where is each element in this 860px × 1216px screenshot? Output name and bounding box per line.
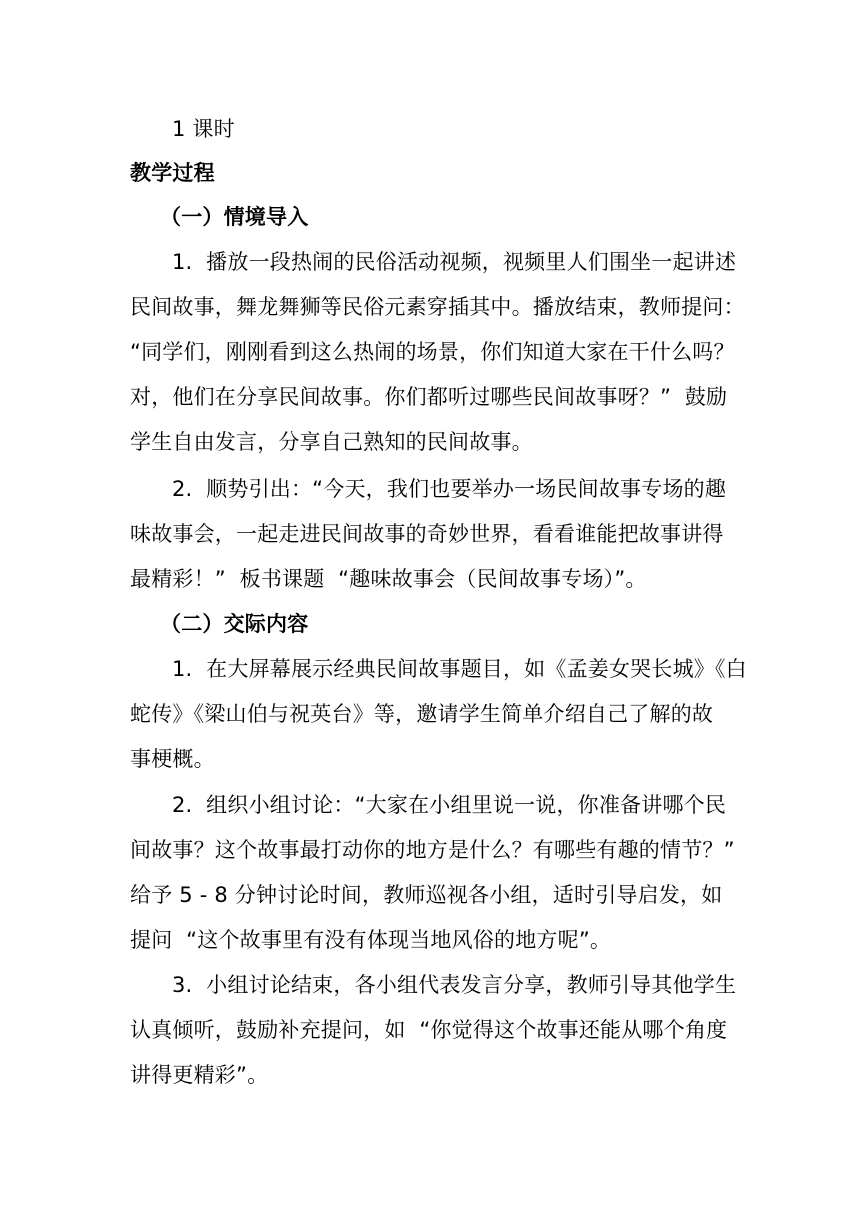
paragraph-line: “同学们，刚刚看到这么热闹的场景，你们知道大家在干什么吗？ [130,340,735,364]
paragraph-line: 1. 在大屏幕展示经典民间故事题目，如《孟姜女哭长城》《白 [172,657,747,681]
section-heading-teaching-process: 教学过程 [130,161,215,185]
paragraph-line: 给予 5 - 8 分钟讨论时间，教师巡视各小组，适时引导启发，如 [130,883,723,907]
paragraph-line: 提问 “这个故事里有没有体现当地风俗的地方呢”。 [130,928,612,952]
paragraph-line: 味故事会，一起走进民间故事的奇妙世界，看看谁能把故事讲得 [130,522,724,546]
class-hours-text: 1 课时 [172,117,235,141]
paragraph-line: 间故事？这个故事最打动你的地方是什么？有哪些有趣的情节？” [130,838,735,862]
paragraph-line: 2. 顺势引出：“今天，我们也要举办一场民间故事专场的趣 [172,477,727,501]
paragraph-line: 认真倾听，鼓励补充提问，如 “你觉得这个故事还能从哪个角度 [130,1018,728,1042]
paragraph-line: 3. 小组讨论结束，各小组代表发言分享，教师引导其他学生 [172,973,737,997]
paragraph-line: 2. 组织小组讨论：“大家在小组里说一说，你准备讲哪个民 [172,793,727,817]
paragraph-line: 讲得更精彩”。 [130,1063,269,1087]
subheading-communication-content: （二）交际内容 [160,612,309,636]
paragraph-line: 1. 播放一段热闹的民俗活动视频，视频里人们围坐一起讲述 [172,250,737,274]
subheading-situation-intro: （一）情境导入 [160,205,309,229]
paragraph-line: 事梗概。 [130,747,215,771]
paragraph-line: 蛇传》《梁山伯与祝英台》等，邀请学生简单介绍自己了解的故 [130,702,714,726]
paragraph-line: 民间故事，舞龙舞狮等民俗元素穿插其中。播放结束，教师提问： [130,295,745,319]
paragraph-line: 学生自由发言，分享自己熟知的民间故事。 [130,430,533,454]
paragraph-line: 对，他们在分享民间故事。你们都听过哪些民间故事呀？” 鼓励 [130,385,728,409]
paragraph-line: 最精彩！” 板书课题 “趣味故事会（民间故事专场）”。 [130,567,647,591]
